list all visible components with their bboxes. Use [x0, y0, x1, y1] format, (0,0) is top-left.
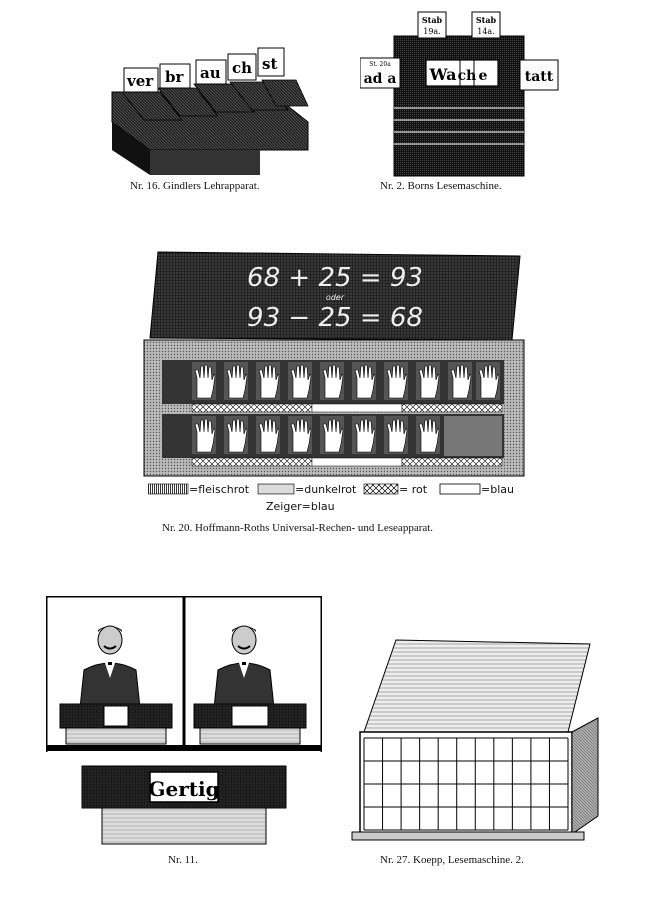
- caption-fig27: Nr. 27. Koepp, Lesemaschine. 2.: [380, 854, 524, 866]
- tile-1: ver: [127, 72, 154, 90]
- figure-borns-lesemaschine: [360, 10, 560, 180]
- chalk-oder: oder: [325, 293, 345, 302]
- figure-hoffmann-roth-apparatus: [140, 248, 530, 480]
- tag-left-top: Stab: [421, 15, 443, 25]
- caption-fig11: Nr. 11.: [168, 854, 198, 866]
- caption-fig16: Nr. 16. Gindlers Lehrapparat.: [130, 180, 260, 192]
- legend-rot: = rot: [399, 483, 428, 496]
- tag-right-bottom: 14a.: [477, 27, 495, 36]
- hoffmann-roth-drawing: [140, 248, 530, 480]
- center-word-c: e: [478, 68, 488, 84]
- legend-dunkelrot: =dunkelrot: [295, 483, 357, 496]
- center-word-a: Wa: [429, 65, 457, 84]
- figure-nr11: [46, 596, 322, 852]
- gindler-apparatus-drawing: [110, 40, 310, 180]
- center-word-b: ch: [457, 68, 477, 84]
- swatch-blau: [440, 484, 480, 494]
- born-machine-drawing: [360, 10, 560, 180]
- side-left-small: St. 20a: [369, 61, 391, 68]
- legend-fleischrot: =fleischrot: [189, 483, 250, 496]
- chalk-equation-1: 68 + 25 = 93: [247, 263, 423, 293]
- tile-2: br: [165, 68, 184, 86]
- legend-zeiger: Zeiger=blau: [266, 500, 335, 513]
- swatch-dunkelrot: [258, 484, 294, 494]
- figure-koepp-lesemaschine: [342, 634, 604, 846]
- tile-3: au: [200, 64, 221, 82]
- chalk-equation-2: 93 − 25 = 68: [247, 303, 423, 333]
- tile-4: ch: [232, 59, 253, 77]
- word-gertig: Gertig: [148, 777, 220, 801]
- tile-5: st: [262, 55, 278, 73]
- side-right-word: tatt: [524, 69, 554, 85]
- tag-left-bottom: 19a.: [423, 27, 441, 36]
- side-left-word: ad a: [363, 71, 397, 87]
- figure-20-legend: [148, 482, 528, 516]
- caption-fig2: Nr. 2. Borns Lesemaschine.: [380, 180, 502, 192]
- swatch-fleischrot: [148, 484, 188, 494]
- koepp-machine-drawing: [342, 634, 604, 846]
- legend-blau: =blau: [481, 483, 514, 496]
- caption-fig20: Nr. 20. Hoffmann-Roths Universal-Rechen- und Leseapparat.: [162, 522, 434, 534]
- tag-right-top: Stab: [475, 15, 497, 25]
- figure-gindlers-lehrapparat: [110, 40, 310, 180]
- swatch-rot: [364, 484, 398, 494]
- nr11-drawing: [46, 596, 322, 852]
